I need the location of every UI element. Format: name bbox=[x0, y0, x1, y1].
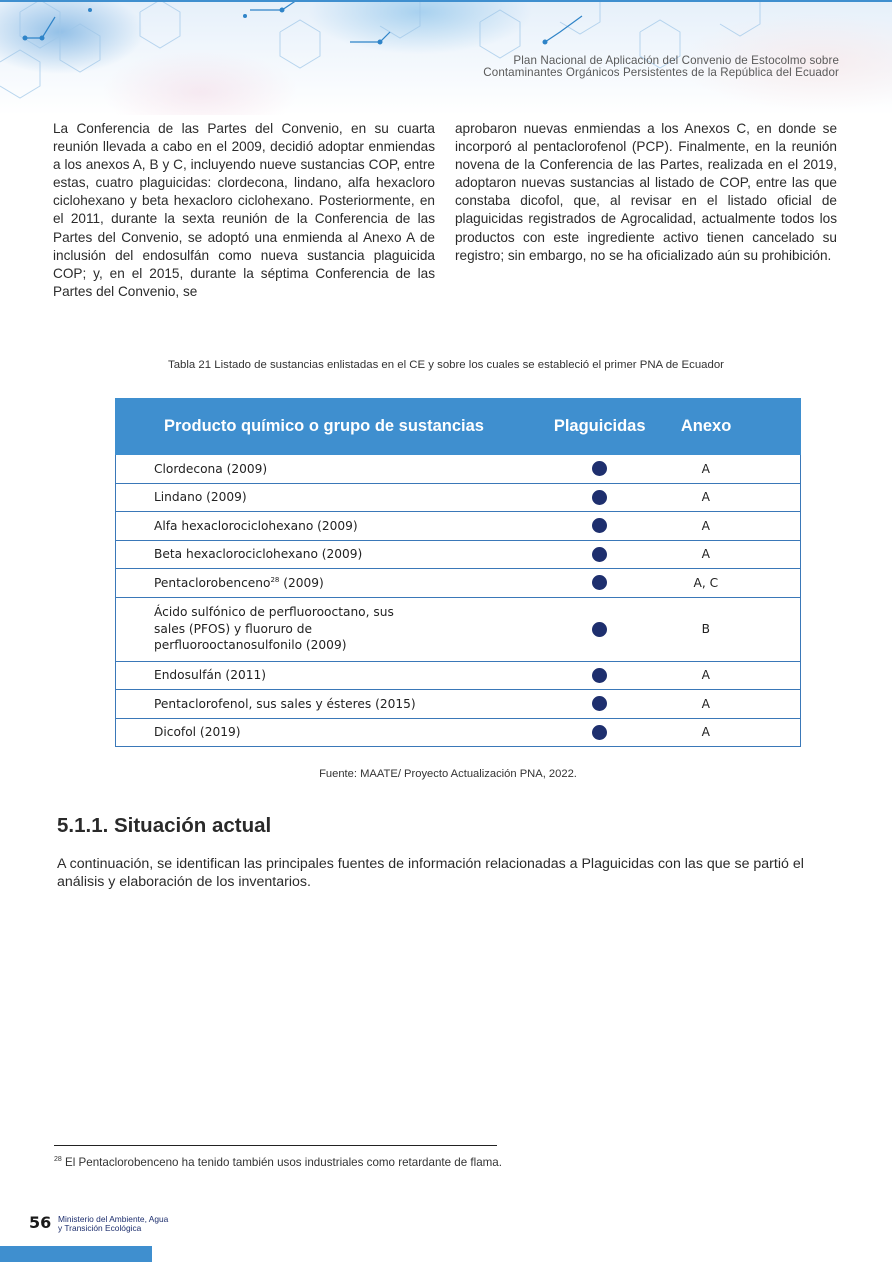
table-row bbox=[116, 597, 801, 661]
pesticide-dot-icon bbox=[592, 622, 607, 637]
pesticide-dot-icon bbox=[592, 461, 607, 476]
pesticide-dot-icon bbox=[592, 518, 607, 533]
table-header-row bbox=[116, 399, 801, 455]
footnote-ref[interactable]: 28 bbox=[270, 575, 280, 584]
footnote-text: El Pentaclorobenceno ha tenido también usos industriales como retardante de flama. bbox=[61, 1156, 502, 1169]
footnote bbox=[54, 1156, 502, 1169]
annex-value: A bbox=[650, 512, 801, 541]
footnote-number: 28 bbox=[54, 1156, 62, 1164]
table-row bbox=[116, 690, 801, 719]
substances-table bbox=[115, 398, 801, 747]
annex-value: A bbox=[650, 718, 801, 747]
table-row bbox=[116, 661, 801, 690]
table-row bbox=[116, 718, 801, 747]
pesticide-dot-icon bbox=[592, 547, 607, 562]
table-row bbox=[116, 512, 801, 541]
annex-value: B bbox=[650, 597, 801, 661]
document-title-line2: Contaminantes Orgánicos Persistentes de la República del Ecuador bbox=[483, 66, 839, 79]
document-title bbox=[483, 55, 839, 79]
header-banner bbox=[0, 0, 892, 115]
body-text-left-column: La Conferencia de las Partes del Convenio, en su cuarta reunión llevada a cabo en el 2009, decidió adoptar enmiendas a los anexos A, B y C, incluyendo nueve sustancias COP, entre estas, cuatro plaguicidas: clordecona, lindano, alfa hexacloro ciclohexano y beta hexacloro ciclohexano. Posteriormente, en el 2011, durante la sexta reunión de la Conferencia de las Partes del Convenio, se adoptó una enmienda al Anexo A de inclusión del endosulfán como nueva sustancia plaguicida COP; y, en el 2015, durante la séptima Conferencia de las Partes del Convenio, se bbox=[53, 121, 435, 299]
annex-value: A bbox=[650, 540, 801, 569]
table-row bbox=[116, 569, 801, 598]
column-header-pesticides: Plaguicidas bbox=[550, 399, 650, 455]
product-name: Pentaclorobenceno$^{28}$ (2009) bbox=[116, 569, 550, 598]
table-row bbox=[116, 540, 801, 569]
product-name: Endosulfán (2011) bbox=[116, 661, 550, 690]
table-source: Fuente: MAATE/ Proyecto Actualización PNA, 2022. bbox=[319, 768, 577, 780]
body-text-right-column: aprobaron nuevas enmiendas a los Anexos C, en donde se incorporó al pentaclorofenol (PCP). Finalmente, en la reunión novena de la Conferencia de las Partes, realizada en el 2019, adoptaron nuevas sustancias al listado de COP, entre las que constaba dicofol, que, al revisar en el listado oficial de plaguicidas registrados de Agrocalidad, actualmente todos los productos con este ingrediente activo tienen cancelado su registro; sin embargo, no se ha oficializado aún su prohibición. bbox=[455, 121, 837, 263]
column-header-annex: Anexo bbox=[650, 399, 801, 455]
product-name: Alfa hexaclorociclohexano (2009) bbox=[116, 512, 550, 541]
product-name: Pentaclorofenol, sus sales y ésteres (2015) bbox=[116, 690, 550, 719]
annex-value: A bbox=[650, 690, 801, 719]
footnote-divider bbox=[54, 1145, 497, 1146]
product-name: Lindano (2009) bbox=[116, 483, 550, 512]
document-title-line1: Plan Nacional de Aplicación del Convenio de Estocolmo sobre bbox=[513, 54, 839, 67]
pesticide-dot-icon bbox=[592, 725, 607, 740]
product-name: Ácido sulfónico de perfluorooctano, sus sales (PFOS) y fluoruro de perfluorooctanosulfonilo (2009) bbox=[116, 597, 550, 661]
annex-value: A bbox=[650, 483, 801, 512]
column-header-product: Producto químico o grupo de sustancias bbox=[116, 399, 550, 455]
product-name: Dicofol (2019) bbox=[116, 718, 550, 747]
section-body-text: A continuación, se identifican las principales fuentes de información relacionadas a Plaguicidas con las que se partió el análisis y elaboración de los inventarios. bbox=[57, 856, 804, 890]
section-heading: 5.1.1. Situación actual bbox=[57, 814, 272, 837]
table-row bbox=[116, 455, 801, 484]
annex-value: A bbox=[650, 455, 801, 484]
product-name: Clordecona (2009) bbox=[116, 455, 550, 484]
annex-value: A, C bbox=[650, 569, 801, 598]
product-name: Beta hexaclorociclohexano (2009) bbox=[116, 540, 550, 569]
pesticide-dot-icon bbox=[592, 575, 607, 590]
ministry-name: Ministerio del Ambiente, Agua y Transición Ecológica bbox=[58, 1214, 169, 1233]
table-caption: Tabla 21 Listado de sustancias enlistadas en el CE y sobre los cuales se estableció el primer PNA de Ecuador bbox=[168, 359, 724, 371]
page-number: 56 bbox=[29, 1213, 52, 1232]
footer-accent-bar bbox=[0, 1246, 152, 1262]
pesticide-dot-icon bbox=[592, 668, 607, 683]
table-row bbox=[116, 483, 801, 512]
annex-value: A bbox=[650, 661, 801, 690]
pesticide-dot-icon bbox=[592, 490, 607, 505]
pesticide-dot-icon bbox=[592, 696, 607, 711]
